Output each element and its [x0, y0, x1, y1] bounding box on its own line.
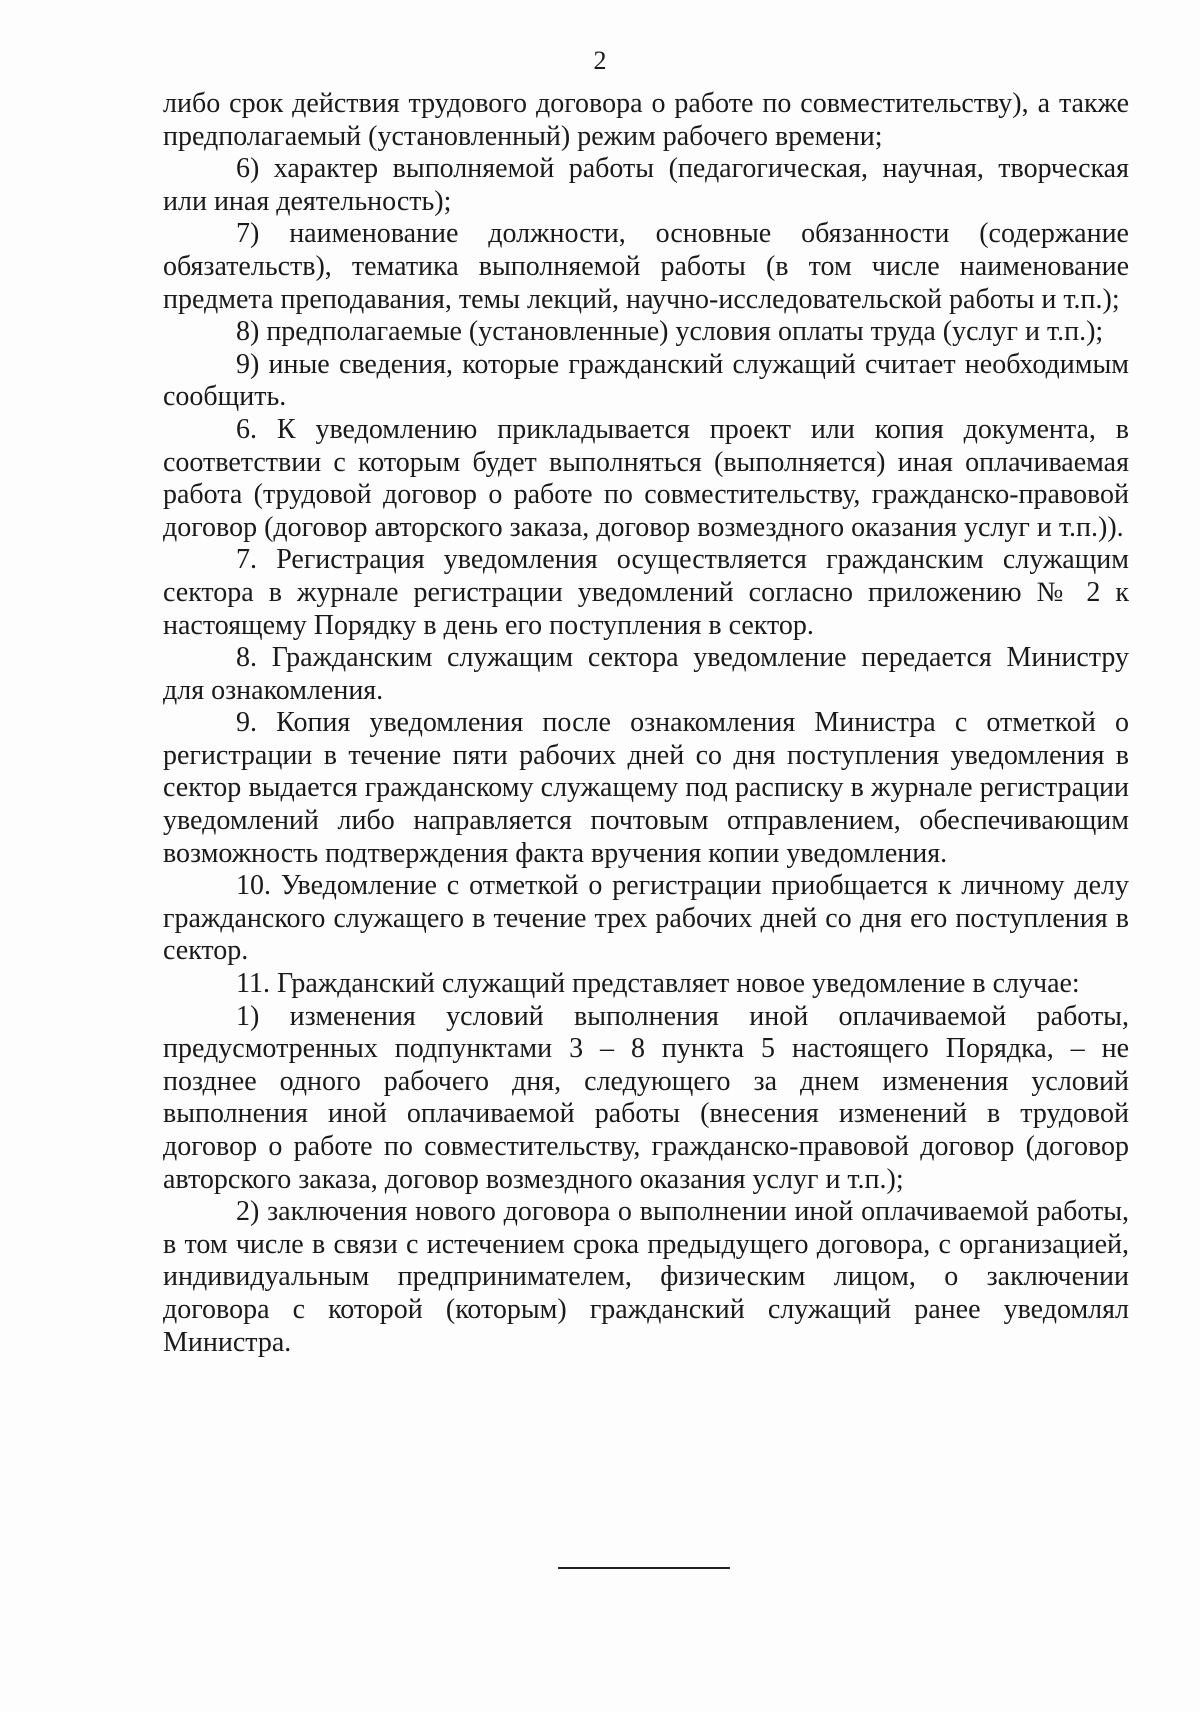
list-item-8: 8) предполагаемые (установленные) условия оплаты труда (услуг и т.п.);	[236, 316, 1104, 348]
list-item-6: 6) характер выполняемой работы (педагогическая, научная, творческая или иная деятельность);	[163, 153, 1129, 217]
clause-11: 11. Гражданский служащий представляет новое уведомление в случае:	[236, 968, 1080, 1000]
clause-9: 9. Копия уведомления после ознакомления Министра с отметкой о регистрации в течение пяти рабочих дней со дня поступления уведомления в сектор выдается гражданскому служащему под расписку в журнале регистрации уведомлений либо направляется почтовым отправлением, обеспечивающим возможность подтверждения факта вручения копии уведомления.	[163, 707, 1129, 869]
page-number: 2	[593, 46, 607, 75]
clause-6: 6. К уведомлению прикладывается проект или копия документа, в соответствии с которым будет выполняться (выполняется) иная оплачиваемая работа (трудовой договор о работе по совместительству, гражданско-правовой договор (договор авторского заказа, договор возмездного оказания услуг и т.п.)).	[163, 413, 1129, 543]
clause-10: 10. Уведомление с отметкой о регистрации приобщается к личному делу гражданского служащего в течение трех рабочих дней со дня его поступления в сектор.	[163, 870, 1129, 967]
document-body	[163, 88, 1129, 1359]
list-item-9: 9) иные сведения, которые гражданский служащий считает необходимым сообщить.	[163, 348, 1129, 413]
paragraph-continuation: либо срок действия трудового договора о работе по совместительству), а также предполагаемый (установленный) режим рабочего времени;	[163, 88, 1129, 152]
clause-11-item-2: 2) заключения нового договора о выполнении иной оплачиваемой работы, в том числе в связи с истечением срока предыдущего договора, с организацией, индивидуальным предпринимателем, физическим лицом, о заключении договора с которой (которым) гражданский служащий ранее уведомлял Министра.	[163, 1196, 1129, 1358]
clause-11-item-1: 1) изменения условий выполнения иной оплачиваемой работы, предусмотренных подпунктами 3 – 8 пункта 5 настоящего Порядка, – не позднее одного рабочего дня, следующего за днем изменения условий выполнения иной оплачиваемой работы (внесения изменений в трудовой договор о работе по совместительству, гражданско-правовой договор (договор авторского заказа, договор возмездного оказания услуг и т.п.);	[163, 1000, 1129, 1195]
clause-7: 7. Регистрация уведомления осуществляется гражданским служащим сектора в журнале регистрации уведомлений согласно приложению № 2 к настоящему Порядку в день его поступления в сектор.	[163, 544, 1129, 641]
end-of-text-rule	[558, 1567, 730, 1569]
clause-8: 8. Гражданским служащим сектора уведомление передается Министру для ознакомления.	[163, 642, 1129, 706]
list-item-7: 7) наименование должности, основные обязанности (содержание обязательств), тематика выполняемой работы (в том числе наименование предмета преподавания, темы лекций, научно-исследовательской работы и т.п.);	[163, 218, 1129, 315]
